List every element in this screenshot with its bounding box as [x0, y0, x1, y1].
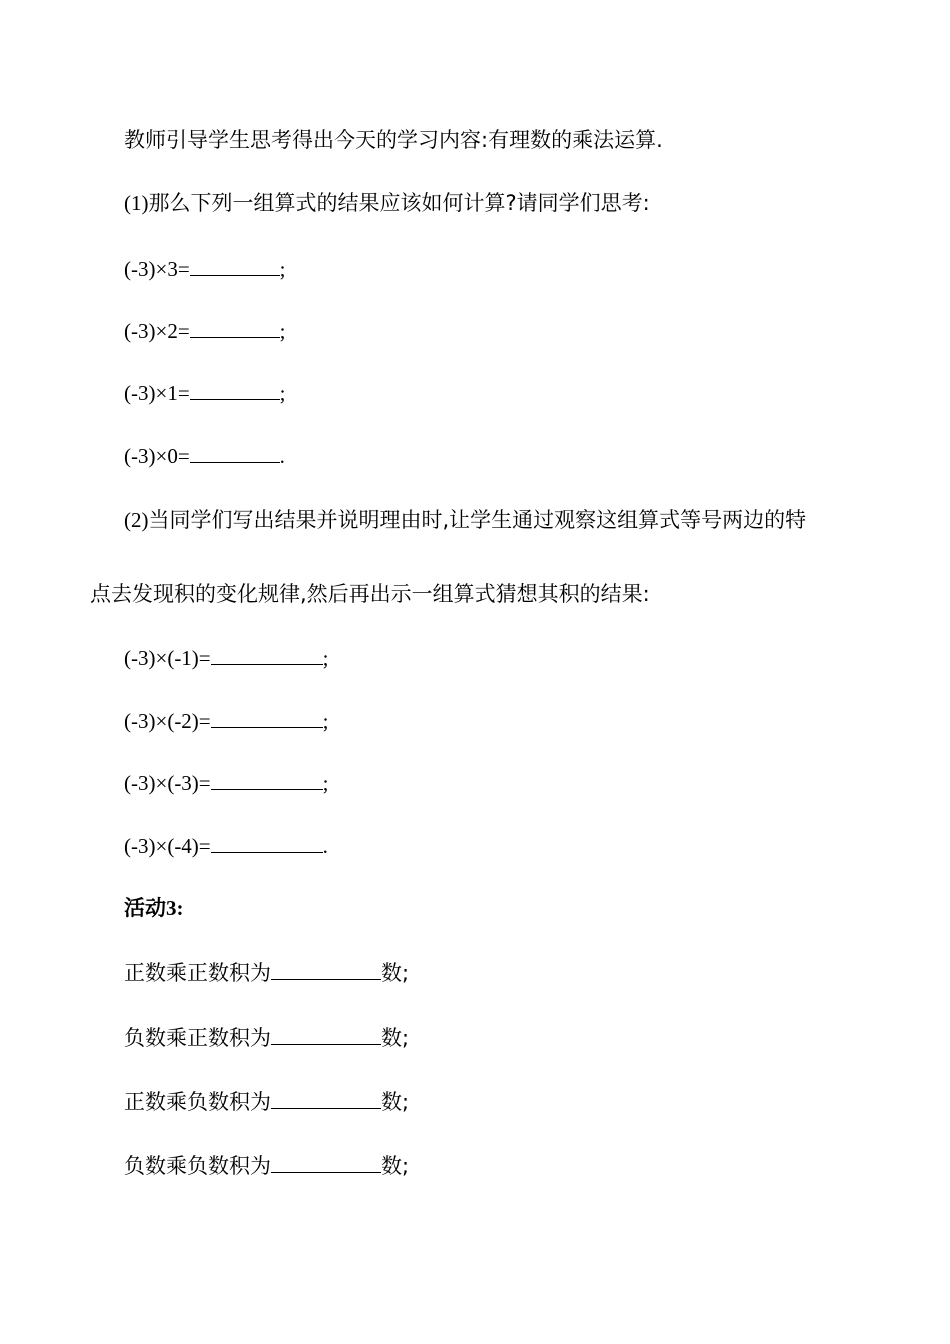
rule-text: 负数乘负数积为 [124, 1154, 271, 1178]
rule-row [124, 1151, 409, 1181]
answer-blank[interactable] [190, 442, 280, 463]
equation-row [124, 643, 329, 673]
equation-end: ; [322, 646, 329, 670]
equation-expression: (-3)×3= [124, 257, 190, 281]
answer-blank[interactable] [190, 317, 280, 338]
part2-prefix: (2) [124, 508, 149, 532]
rule-row [124, 958, 409, 988]
rule-text: 正数乘负数积为 [124, 1090, 271, 1114]
answer-blank[interactable] [271, 959, 381, 980]
answer-blank[interactable] [271, 1152, 381, 1173]
equation-expression: (-3)×1= [124, 381, 190, 405]
answer-blank[interactable] [211, 769, 323, 790]
part2-text-line1: 当同学们写出结果并说明理由时,让学生通过观察这组算式等号两边的特 [148, 508, 807, 532]
equation-expression: (-3)×(-3)= [124, 771, 211, 795]
part1-prefix: (1) [124, 191, 149, 215]
equation-row [124, 378, 286, 408]
equation-end: ; [279, 319, 286, 343]
equation-expression: (-3)×(-4)= [124, 834, 211, 858]
answer-blank[interactable] [271, 1088, 381, 1109]
equation-row [124, 254, 286, 284]
intro-text: 教师引导学生思考得出今天的学习内容:有理数的乘法运算. [124, 128, 663, 152]
equation-expression: (-3)×(-2)= [124, 709, 211, 733]
equation-row [124, 831, 328, 861]
answer-blank[interactable] [190, 255, 280, 276]
rule-end: 数; [381, 961, 410, 985]
equation-end: ; [322, 709, 329, 733]
answer-blank[interactable] [211, 644, 323, 665]
equation-end: ; [322, 771, 329, 795]
activity-label: 活动 [124, 896, 166, 920]
part2-paragraph-line2 [90, 579, 650, 609]
rule-text: 负数乘正数积为 [124, 1026, 271, 1050]
part1-paragraph [124, 188, 650, 218]
equation-end: ; [279, 381, 286, 405]
equation-end: . [279, 444, 285, 468]
part2-paragraph-line1 [124, 505, 806, 535]
activity-heading [124, 893, 184, 923]
rule-end: 数; [381, 1026, 410, 1050]
answer-blank[interactable] [271, 1024, 381, 1045]
answer-blank[interactable] [211, 832, 323, 853]
equation-expression: (-3)×2= [124, 319, 190, 343]
part1-text: 那么下列一组算式的结果应该如何计算?请同学们思考: [148, 191, 650, 215]
rule-row [124, 1087, 409, 1117]
rule-end: 数; [381, 1090, 410, 1114]
equation-row [124, 706, 329, 736]
equation-expression: (-3)×(-1)= [124, 646, 211, 670]
activity-number: 3: [166, 896, 184, 920]
answer-blank[interactable] [190, 379, 280, 400]
equation-row [124, 441, 285, 471]
answer-blank[interactable] [211, 707, 323, 728]
equation-end: . [322, 834, 328, 858]
rule-row [124, 1023, 409, 1053]
part2-text-line2: 点去发现积的变化规律,然后再出示一组算式猜想其积的结果: [90, 582, 650, 606]
intro-paragraph [124, 125, 663, 155]
rule-end: 数; [381, 1154, 410, 1178]
equation-row [124, 768, 329, 798]
rule-text: 正数乘正数积为 [124, 961, 271, 985]
equation-expression: (-3)×0= [124, 444, 190, 468]
equation-row [124, 316, 286, 346]
equation-end: ; [279, 257, 286, 281]
